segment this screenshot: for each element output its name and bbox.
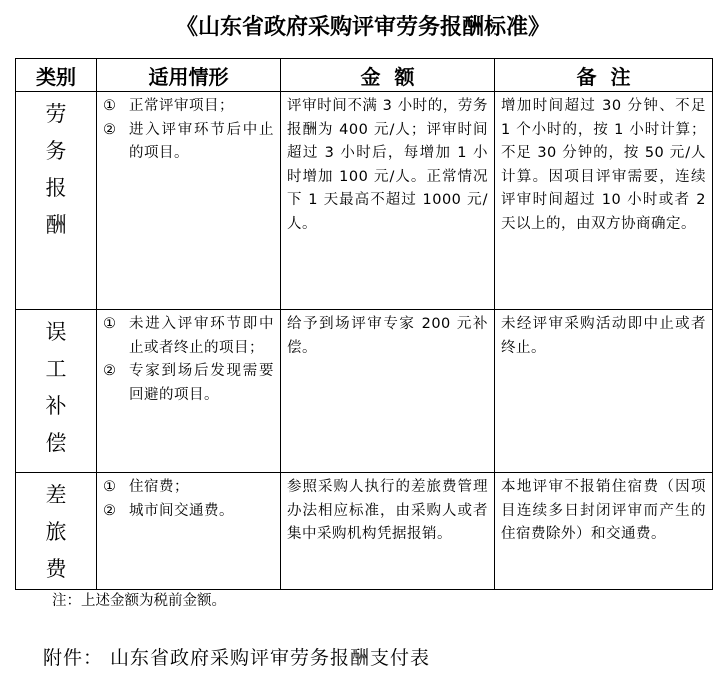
conditions-cell xyxy=(97,310,281,473)
list-item: ② 进入评审环节后中止的项目。 xyxy=(103,121,274,161)
category-cell: 差 旅 费 xyxy=(16,473,97,590)
amount-cell: 评审时间不满 3 小时的，劳务报酬为 400 元/人；评审时间超过 3 小时后，每增加 1 小时增加 100 元/人。正常情况下 1 天最高不超过 1000 元/人。 xyxy=(281,92,495,310)
table-row xyxy=(16,310,713,473)
conditions-cell xyxy=(97,473,281,590)
table-footnote: 注：上述金额为税前金额。 xyxy=(52,593,226,609)
list-item: ② 专家到场后发现需要回避的项目。 xyxy=(103,363,274,403)
header-remarks: 备 注 xyxy=(495,59,713,92)
header-amount: 金 额 xyxy=(281,59,495,92)
header-category: 类别 xyxy=(16,59,97,92)
document-title: 《山东省政府采购评审劳务报酬标准》 xyxy=(175,14,550,40)
conditions-cell xyxy=(97,92,281,310)
category-cell: 劳 务 报 酬 xyxy=(16,92,97,310)
attachment-line: 附件： 山东省政府采购评审劳务报酬支付表 xyxy=(43,647,431,669)
remuneration-table xyxy=(15,58,713,590)
amount-cell: 给予到场评审专家 200 元补偿。 xyxy=(281,310,495,473)
table-row xyxy=(16,473,713,590)
table-header-row xyxy=(16,59,713,92)
remarks-cell: 本地评审不报销住宿费（因项目连续多日封闭评审而产生的住宿费除外）和交通费。 xyxy=(495,473,713,590)
list-item: ② 城市间交通费。 xyxy=(103,502,234,519)
amount-cell: 参照采购人执行的差旅费管理办法相应标准，由采购人或者集中采购机构凭据报销。 xyxy=(281,473,495,590)
list-item: ① 正常评审项目； xyxy=(103,98,234,114)
table-row xyxy=(16,92,713,310)
list-item: ① 住宿费； xyxy=(103,479,189,495)
header-conditions: 适用情形 xyxy=(97,59,281,92)
category-cell: 误 工 补 偿 xyxy=(16,310,97,473)
remarks-cell: 增加时间超过 30 分钟、不足 1 个小时的，按 1 小时计算；不足 30 分钟的，按 50 元/人计算。因项目评审需要，连续评审时间超过 10 小时或者 2 天以上的，由双方协商确定。 xyxy=(495,92,713,310)
list-item: ① 未进入评审环节即中止或者终止的项目； xyxy=(103,316,274,356)
remarks-cell: 未经评审采购活动即中止或者终止。 xyxy=(495,310,713,473)
